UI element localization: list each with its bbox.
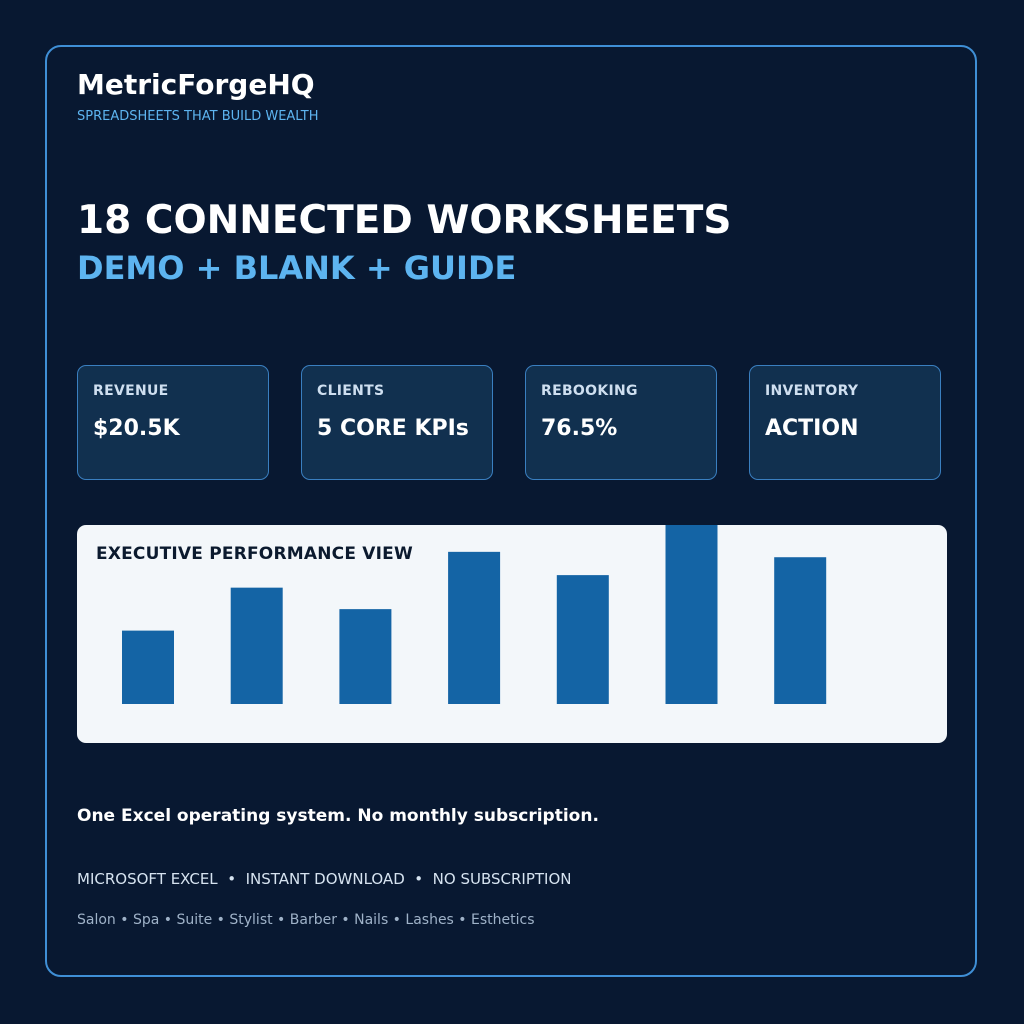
kpi-label: REBOOKING xyxy=(541,383,638,399)
headline: 18 CONNECTED WORKSHEETS xyxy=(77,198,732,243)
kpi-value: ACTION xyxy=(765,416,859,441)
subheadline: DEMO + BLANK + GUIDE xyxy=(77,249,517,287)
promo-card-frame xyxy=(45,45,977,977)
feature-list: MICROSOFT EXCEL • INSTANT DOWNLOAD • NO SUBSCRIPTION xyxy=(77,870,572,888)
kpi-card-inventory xyxy=(749,365,941,480)
chart-bar-5 xyxy=(557,575,609,704)
chart-bar-7 xyxy=(774,557,826,704)
kpi-card-revenue xyxy=(77,365,269,480)
executive-performance-chart xyxy=(77,525,947,743)
kpi-value: 76.5% xyxy=(541,416,618,441)
chart-bar-1 xyxy=(122,631,174,704)
chart-bar-2 xyxy=(231,588,283,704)
chart-bar-6 xyxy=(666,525,718,704)
chart-bar-3 xyxy=(339,609,391,704)
niche-list: Salon • Spa • Suite • Stylist • Barber • Nails • Lashes • Esthetics xyxy=(77,912,535,928)
kpi-card-rebooking xyxy=(525,365,717,480)
kpi-value: $20.5K xyxy=(93,416,180,441)
chart-bar-4 xyxy=(448,552,500,704)
kpi-label: CLIENTS xyxy=(317,383,385,399)
kpi-label: REVENUE xyxy=(93,383,169,399)
product-statement: One Excel operating system. No monthly subscription. xyxy=(77,806,599,826)
brand-tagline: SPREADSHEETS THAT BUILD WEALTH xyxy=(77,109,319,124)
chart-title: EXECUTIVE PERFORMANCE VIEW xyxy=(96,544,413,564)
kpi-value: 5 CORE KPIs xyxy=(317,416,469,441)
kpi-card-clients xyxy=(301,365,493,480)
brand-name: MetricForgeHQ xyxy=(77,68,315,101)
kpi-label: INVENTORY xyxy=(765,383,859,399)
